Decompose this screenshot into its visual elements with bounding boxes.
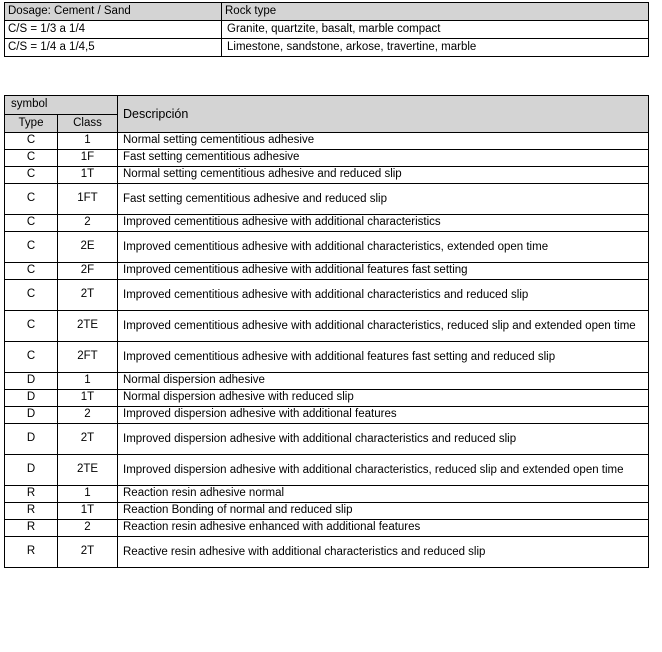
adhesive-type: C bbox=[5, 311, 58, 342]
table-row bbox=[5, 373, 649, 390]
adhesive-description: Normal setting cementitious adhesive and reduced slip bbox=[118, 167, 649, 184]
adhesive-type: D bbox=[5, 407, 58, 424]
adhesive-type: C bbox=[5, 150, 58, 167]
table-row bbox=[5, 520, 649, 537]
adhesive-type: D bbox=[5, 455, 58, 486]
adhesive-description: Improved dispersion adhesive with additional characteristics and reduced slip bbox=[118, 424, 649, 455]
dosage-value: C/S = 1/3 a 1/4 bbox=[5, 21, 222, 39]
adhesive-class: 2 bbox=[58, 520, 118, 537]
adhesive-class: 1T bbox=[58, 390, 118, 407]
adhesive-description: Improved cementitious adhesive with additional characteristics bbox=[118, 215, 649, 232]
adhesive-type: C bbox=[5, 263, 58, 280]
symbol-table-header bbox=[5, 96, 649, 133]
adhesive-type: C bbox=[5, 184, 58, 215]
adhesive-class: 2T bbox=[58, 424, 118, 455]
adhesive-description: Improved dispersion adhesive with additional characteristics, reduced slip and extended open time bbox=[118, 455, 649, 486]
table-row bbox=[5, 150, 649, 167]
adhesive-description: Normal setting cementitious adhesive bbox=[118, 133, 649, 150]
adhesive-class: 1F bbox=[58, 150, 118, 167]
adhesive-description: Improved cementitious adhesive with additional features fast setting and reduced slip bbox=[118, 342, 649, 373]
adhesive-type: C bbox=[5, 342, 58, 373]
adhesive-type: C bbox=[5, 133, 58, 150]
table-row bbox=[5, 215, 649, 232]
adhesive-description: Reactive resin adhesive with additional characteristics and reduced slip bbox=[118, 537, 649, 568]
adhesive-class: 2TE bbox=[58, 311, 118, 342]
adhesive-type: C bbox=[5, 167, 58, 184]
adhesive-description: Improved dispersion adhesive with additional features bbox=[118, 407, 649, 424]
adhesive-class: 1FT bbox=[58, 184, 118, 215]
adhesive-class: 1 bbox=[58, 133, 118, 150]
dosage-value: C/S = 1/4 a 1/4,5 bbox=[5, 39, 222, 57]
dosage-column-header: Dosage: Cement / Sand bbox=[5, 3, 222, 21]
adhesive-class: 2TE bbox=[58, 455, 118, 486]
adhesive-type: C bbox=[5, 232, 58, 263]
description-column-header: Descripción bbox=[118, 96, 649, 133]
adhesive-class: 2T bbox=[58, 280, 118, 311]
adhesive-type: R bbox=[5, 486, 58, 503]
class-column-header: Class bbox=[58, 115, 118, 133]
table-row bbox=[5, 503, 649, 520]
table-row bbox=[5, 280, 649, 311]
dosage-table-body bbox=[5, 21, 649, 57]
rock-type-value: Limestone, sandstone, arkose, travertine, marble bbox=[222, 39, 649, 57]
table-row bbox=[5, 263, 649, 280]
rock-type-value: Granite, quartzite, basalt, marble compact bbox=[222, 21, 649, 39]
table-row bbox=[5, 21, 649, 39]
adhesive-description: Normal dispersion adhesive bbox=[118, 373, 649, 390]
table-row bbox=[5, 39, 649, 57]
table-row bbox=[5, 424, 649, 455]
adhesive-description: Improved cementitious adhesive with additional characteristics and reduced slip bbox=[118, 280, 649, 311]
table-row bbox=[5, 133, 649, 150]
adhesive-type: R bbox=[5, 503, 58, 520]
adhesive-description: Improved cementitious adhesive with additional characteristics, extended open time bbox=[118, 232, 649, 263]
adhesive-type: D bbox=[5, 424, 58, 455]
dosage-rock-table bbox=[4, 2, 649, 57]
adhesive-description: Reaction Bonding of normal and reduced slip bbox=[118, 503, 649, 520]
adhesive-type: R bbox=[5, 520, 58, 537]
adhesive-class: 2FT bbox=[58, 342, 118, 373]
adhesive-description: Improved cementitious adhesive with additional features fast setting bbox=[118, 263, 649, 280]
table-row bbox=[5, 232, 649, 263]
adhesive-type: C bbox=[5, 215, 58, 232]
adhesive-class: 2T bbox=[58, 537, 118, 568]
table-row bbox=[5, 311, 649, 342]
table-row bbox=[5, 167, 649, 184]
adhesive-description: Fast setting cementitious adhesive and reduced slip bbox=[118, 184, 649, 215]
adhesive-type: D bbox=[5, 373, 58, 390]
adhesive-class: 1 bbox=[58, 373, 118, 390]
table-row bbox=[5, 184, 649, 215]
rock-type-column-header: Rock type bbox=[222, 3, 649, 21]
table-row bbox=[5, 537, 649, 568]
table-row bbox=[5, 486, 649, 503]
table-row bbox=[5, 96, 649, 115]
symbol-table-body bbox=[5, 133, 649, 568]
dosage-table-header bbox=[5, 3, 649, 21]
adhesive-description: Reaction resin adhesive enhanced with additional features bbox=[118, 520, 649, 537]
adhesive-type: C bbox=[5, 280, 58, 311]
adhesive-description: Normal dispersion adhesive with reduced slip bbox=[118, 390, 649, 407]
table-row bbox=[5, 342, 649, 373]
table-row bbox=[5, 390, 649, 407]
adhesive-type: R bbox=[5, 537, 58, 568]
adhesive-class: 2E bbox=[58, 232, 118, 263]
adhesive-description: Improved cementitious adhesive with additional characteristics, reduced slip and extended open time bbox=[118, 311, 649, 342]
adhesive-class: 1 bbox=[58, 486, 118, 503]
adhesive-class: 1T bbox=[58, 503, 118, 520]
table-row bbox=[5, 3, 649, 21]
type-column-header: Type bbox=[5, 115, 58, 133]
adhesive-class: 2 bbox=[58, 407, 118, 424]
table-row bbox=[5, 455, 649, 486]
symbol-group-header: symbol bbox=[5, 96, 118, 115]
symbol-description-table bbox=[4, 95, 649, 568]
table-row bbox=[5, 407, 649, 424]
adhesive-class: 1T bbox=[58, 167, 118, 184]
adhesive-class: 2 bbox=[58, 215, 118, 232]
adhesive-description: Fast setting cementitious adhesive bbox=[118, 150, 649, 167]
adhesive-class: 2F bbox=[58, 263, 118, 280]
adhesive-type: D bbox=[5, 390, 58, 407]
adhesive-description: Reaction resin adhesive normal bbox=[118, 486, 649, 503]
